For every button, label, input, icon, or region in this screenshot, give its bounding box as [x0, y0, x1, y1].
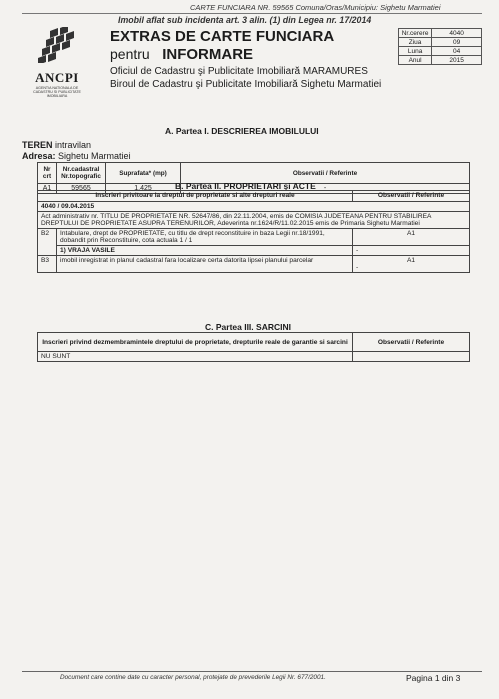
- meta-value: 04: [432, 47, 482, 56]
- teren-line: [22, 140, 91, 150]
- meta-row: [399, 38, 482, 47]
- ancpi-logo-icon: [36, 27, 76, 63]
- table-row: [38, 352, 470, 362]
- encumbrances-table: [37, 332, 470, 362]
- cell-cadastral: 59565: [57, 184, 106, 194]
- part-c-title: C. Partea III. SARCINI: [205, 322, 291, 332]
- logo-subtitle: AGENTIA NATIONALA DE CADASTRU SI PUBLICITATE IMOBILIARA: [33, 86, 81, 98]
- b2-dash: -: [353, 246, 470, 256]
- adresa-line: [22, 151, 131, 161]
- document-title: EXTRAS DE CARTE FUNCIARA: [110, 28, 335, 45]
- table-row: [38, 256, 470, 273]
- table-row: [38, 229, 470, 246]
- b3-ref: [353, 256, 470, 273]
- col-inscrieri: Inscrieri privitoare la dreptul de proprietate si alte drepturi reale: [38, 191, 353, 202]
- meta-value: 09: [432, 38, 482, 47]
- act-row: [38, 212, 470, 229]
- part-b-title: B. Partea II. PROPRIETARI şi ACTE: [175, 181, 316, 191]
- meta-value: 4040: [432, 29, 482, 38]
- imobil-note: Imobil aflat sub incidenta art. 3 alin. (1) din Legea nr. 17/2014: [118, 15, 372, 25]
- footer-divider: [22, 671, 482, 672]
- col-nr-crt: Nr crt: [38, 163, 57, 184]
- request-meta-table: [398, 28, 482, 65]
- document-purpose: [110, 46, 253, 63]
- bureau-name: Biroul de Cadastru şi Publicitate Imobiliară Sighetu Marmatiei: [110, 79, 382, 90]
- logo-block: [26, 70, 88, 98]
- col-observatii: Observatii / Referinte: [181, 163, 470, 184]
- b3-text: imobil inregistrat in planul cadastral fara localizare certa datorita lipsei planului parcelar: [57, 256, 353, 273]
- table-header-row: [38, 333, 470, 352]
- meta-label: Ziua: [399, 38, 432, 47]
- part-a-title: A. Partea I. DESCRIEREA IMOBILULUI: [165, 126, 319, 136]
- owner-name: 1) VRAJA VASILE: [57, 246, 353, 256]
- cell-suprafata: 1.425: [106, 184, 181, 194]
- meta-row: [399, 29, 482, 38]
- page-number: Pagina 1 din 3: [406, 673, 461, 683]
- b2-ref: A1: [353, 229, 470, 246]
- b3-dash: -: [356, 264, 359, 271]
- office-name: Oficiul de Cadastru şi Publicitate Imobiliară MARAMURES: [110, 66, 368, 77]
- cell-observatii: -: [181, 184, 470, 194]
- meta-row: [399, 47, 482, 56]
- b2-code: B2: [38, 229, 57, 256]
- entry-code: 4040 / 09.04.2015: [38, 202, 470, 212]
- col-nr-cadastral: Nr.cadastral Nr.topografic: [57, 163, 106, 184]
- sarcini-text: NU SUNT: [38, 352, 353, 362]
- col-inscrieri: Inscrieri privind dezmembramintele dreptului de proprietate, drepturile reale de garantie si sarcini: [38, 333, 353, 352]
- meta-label: Nr.cerere: [399, 29, 432, 38]
- owner-row: [38, 246, 470, 256]
- col-suprafata: Suprafata* (mp): [106, 163, 181, 184]
- adresa-value: Sighetu Marmatiei: [58, 151, 131, 161]
- col-observatii: Observatii / Referinte: [353, 191, 470, 202]
- header-divider: [22, 13, 482, 14]
- meta-label: Anul: [399, 56, 432, 65]
- table-header-row: [38, 191, 470, 202]
- b3-ref-value: A1: [406, 257, 416, 264]
- sarcini-obs: [353, 352, 470, 362]
- owners-table: [37, 190, 470, 273]
- footer-note: Document care contine date cu caracter personal, protejate de prevederile Legii Nr. 677/2001.: [60, 674, 326, 681]
- meta-value: 2015: [432, 56, 482, 65]
- cell-nr: A1: [38, 184, 57, 194]
- meta-label: Luna: [399, 47, 432, 56]
- b2-text: Intabulare, drept de PROPRIETATE, cu titlu de drept reconstituire in baza Legii nr.18/1991, dobandit prin Reconstituire, cota actuala 1 / 1: [57, 229, 353, 246]
- title-informare: INFORMARE: [162, 46, 254, 63]
- logo-name: ANCPI: [35, 70, 79, 85]
- b3-code: B3: [38, 256, 57, 273]
- teren-value: intravilan: [55, 140, 92, 150]
- title-pentru: pentru: [110, 46, 150, 62]
- adresa-label: Adresa:: [22, 151, 56, 161]
- col-observatii: Observatii / Referinte: [353, 333, 470, 352]
- entry-code-row: [38, 202, 470, 212]
- meta-row: [399, 56, 482, 65]
- teren-label: TEREN: [22, 140, 53, 150]
- carte-funciara-reference: CARTE FUNCIARA NR. 59565 Comuna/Oras/Municipiu: Sighetu Marmatiei: [190, 3, 441, 12]
- act-text: Act administrativ nr. TITLU DE PROPRIETATE NR. 52647/86, din 22.11.2004, emis de COMISIA JUDETEANA PENTRU STABILIREA DREPTULUI DE PROPRIETATE ASUPRA TERENURILOR, Adeverinta nr.1624/R/11.02.2015 emis de Primaria Sighetu Marmatiei: [38, 212, 470, 229]
